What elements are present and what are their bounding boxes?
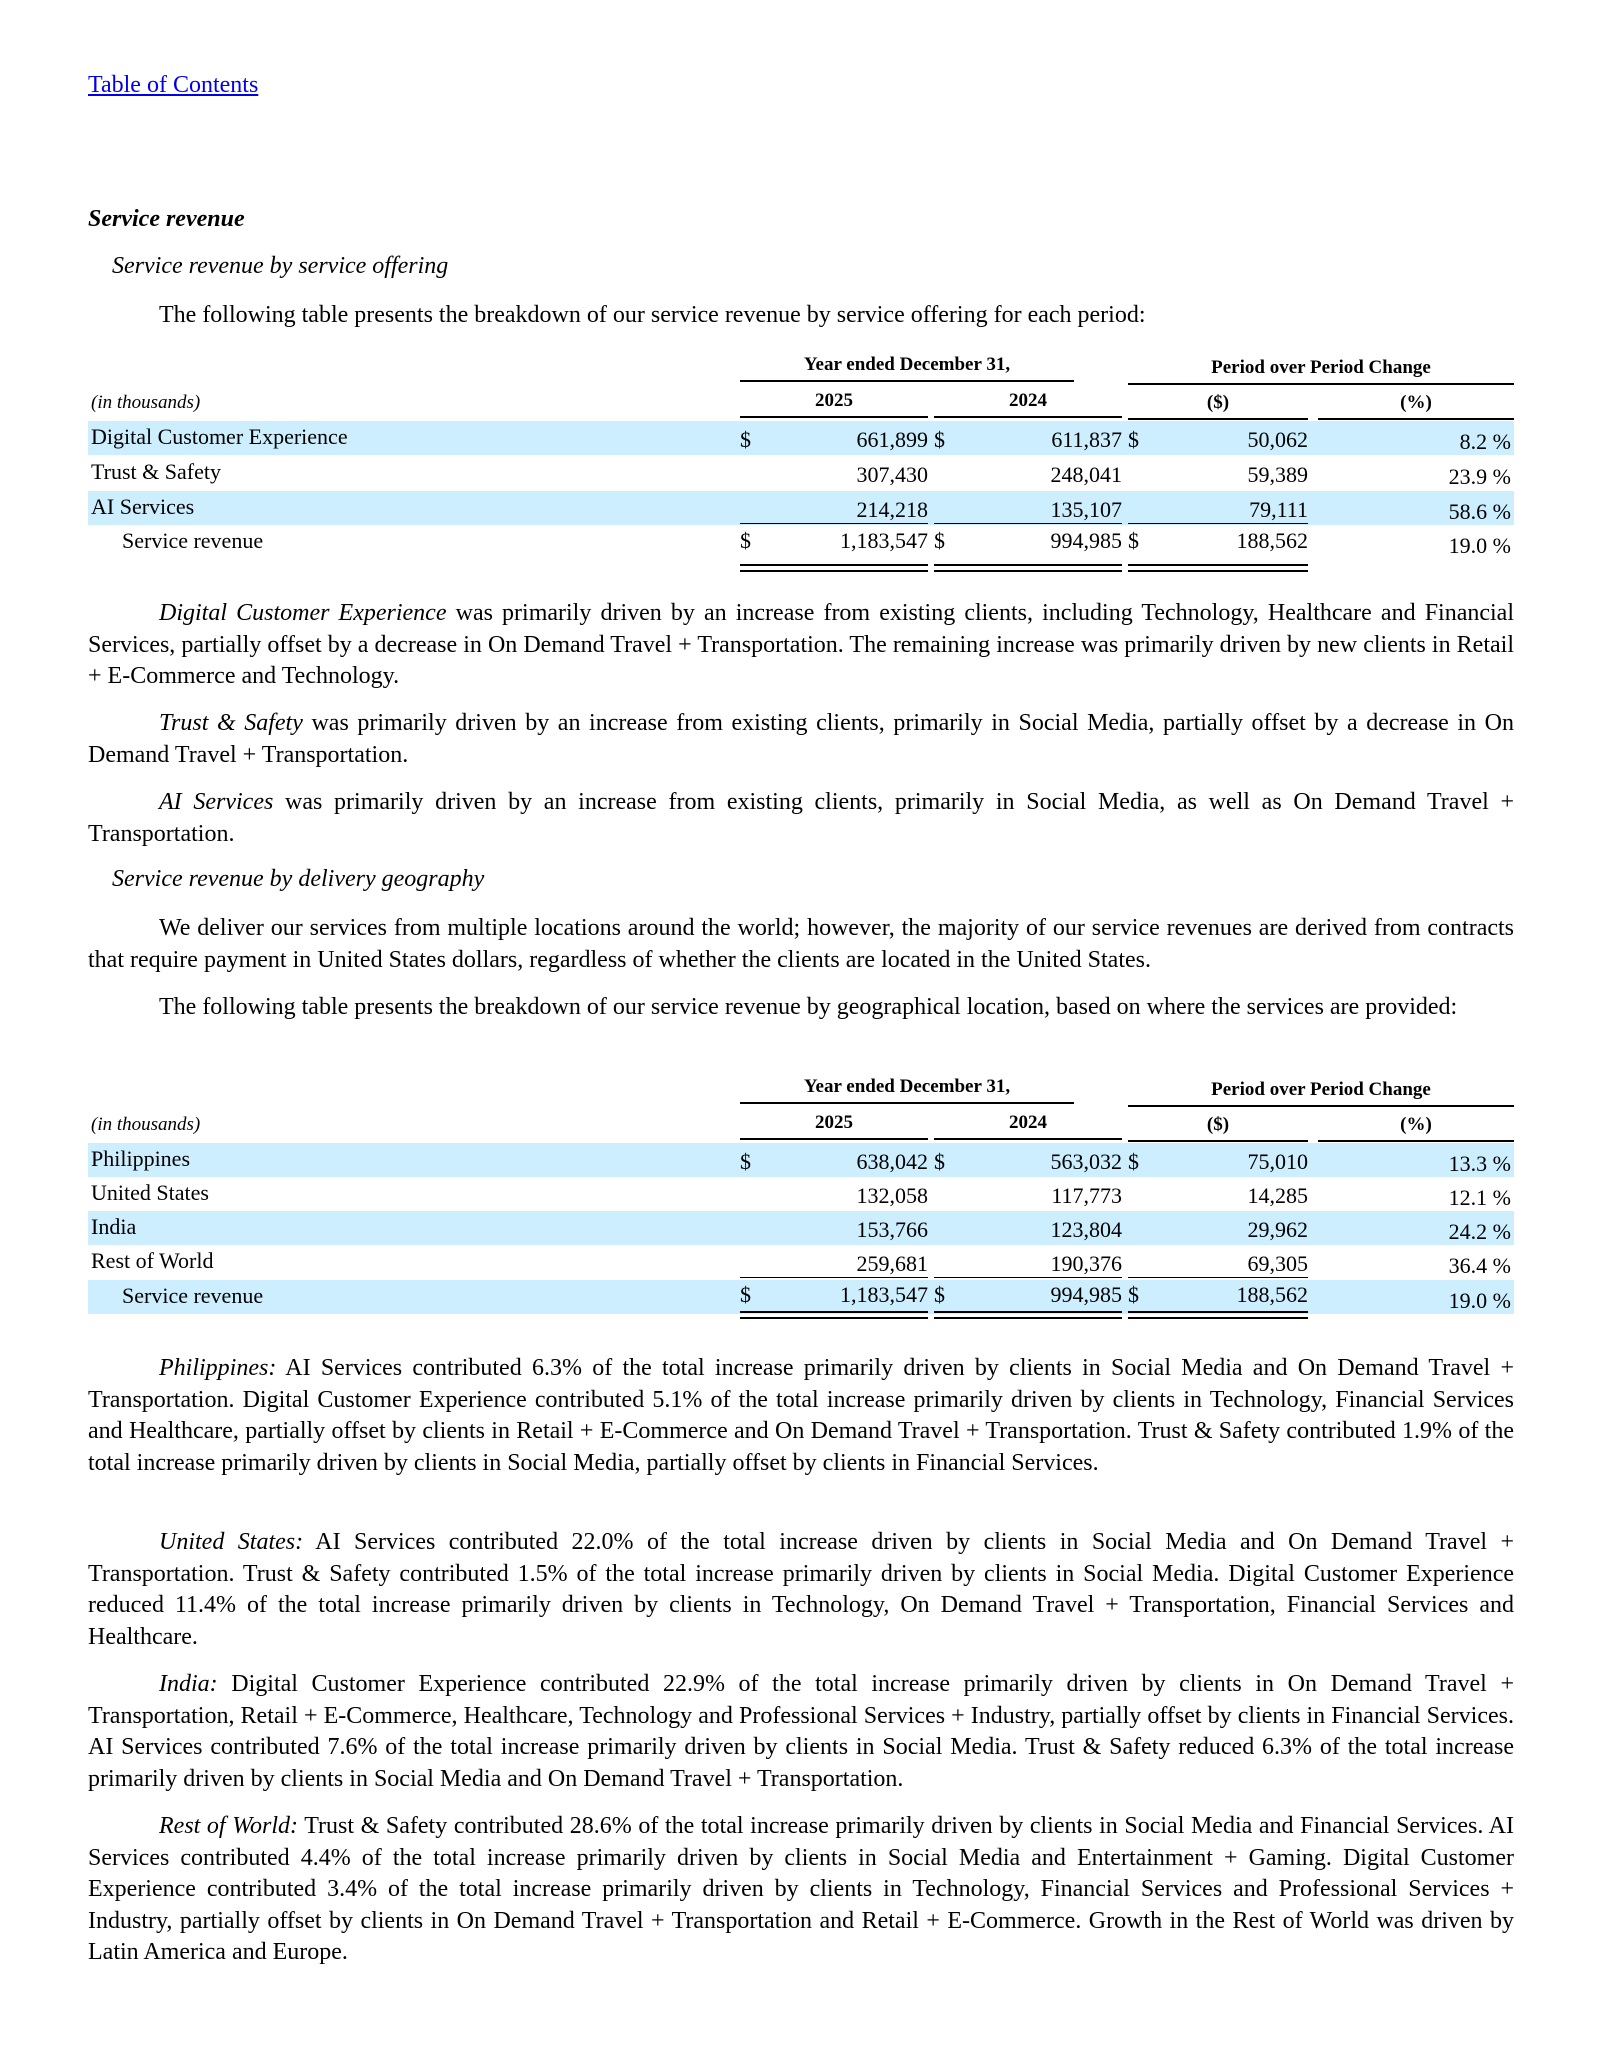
double-underline — [740, 564, 928, 572]
col-2024-header: 2024 — [934, 1112, 1122, 1140]
table-row — [88, 1211, 1514, 1245]
paragraph-lead: Rest of World: — [159, 1813, 299, 1839]
paragraph-lead: India: — [159, 1671, 218, 1697]
row-label: India — [91, 1214, 137, 1239]
value-2025: 153,766 — [856, 1217, 928, 1242]
subsection-title-offering: Service revenue by service offering — [112, 253, 449, 279]
value-2025: 638,042 — [856, 1149, 928, 1174]
table1-intro: The following table presents the breakdown of our service revenue by service offering for each period: — [159, 302, 1146, 328]
total-percent: 19.0 % — [1448, 1288, 1511, 1313]
subsection-title-geography: Service revenue by delivery geography — [112, 866, 485, 892]
value-percent: 8.2 % — [1459, 429, 1511, 454]
value-change: 50,062 — [1247, 427, 1308, 452]
dollar-sign: $ — [740, 1282, 751, 1307]
row-label: AI Services — [91, 494, 195, 519]
col-2024-header: 2024 — [934, 390, 1122, 418]
value-2025: 307,430 — [856, 462, 928, 487]
col-2025-header: 2025 — [740, 390, 928, 418]
table-row — [88, 421, 1514, 455]
value-percent: 58.6 % — [1448, 499, 1511, 524]
double-underline — [934, 1311, 1122, 1319]
dollar-sign: $ — [1128, 1282, 1139, 1307]
total-change: 188,562 — [1236, 1282, 1308, 1307]
year-ended-header: Year ended December 31, — [740, 354, 1074, 382]
paragraph-text: was primarily driven by an increase from existing clients, including Technology, Healthcare and Financial Services, partially offset by a decrease in On Demand Travel + Transportation. The remaining increase was primarily driven by new clients in Retail + E-Commerce and Technology. — [88, 600, 1514, 689]
paragraph-text: Trust & Safety contributed 28.6% of the total increase primarily driven by clients in Social Media and Financial Services. AI Services contributed 4.4% of the total increase primarily driven by clients in Social Media and Entertainment + Gaming. Digital Customer Experience contributed 3.4% of the total increase primarily driven by clients in Technology, Financial Services and Professional Services + Industry, partially offset by clients in On Demand Travel + Transportation and Retail + E-Commerce. Growth in the Rest of World was driven by Latin America and Europe. — [88, 1813, 1514, 1965]
paragraph-lead: AI Services — [159, 789, 274, 815]
row-label: Rest of World — [91, 1248, 214, 1273]
table-row — [88, 1143, 1514, 1177]
row-label: Philippines — [91, 1146, 191, 1171]
value-2024: 123,804 — [1050, 1217, 1122, 1242]
table-total-row — [88, 1280, 1514, 1314]
paragraph-text: AI Services contributed 22.0% of the total increase driven by clients in Social Media and On Demand Travel + Transportation. Trust & Safety contributed 1.5% of the total increase primarily driven by clients in Social Media. Digital Customer Experience reduced 11.4% of the total increase primarily driven by clients in Technology, On Demand Travel + Transportation, Financial Services and Healthcare. — [88, 1529, 1515, 1650]
dollar-sign: $ — [934, 528, 945, 553]
paragraph-lead: Trust & Safety — [159, 710, 303, 736]
section-title: Service revenue — [88, 206, 245, 232]
total-2024: 994,985 — [1050, 528, 1122, 553]
dollar-sign: $ — [1128, 528, 1139, 553]
total-percent: 19.0 % — [1448, 533, 1511, 558]
paragraph-trust-safety — [88, 708, 1514, 771]
total-label: Service revenue — [122, 1283, 264, 1308]
value-change: 79,111 — [1128, 497, 1308, 524]
value-2024: 563,032 — [1050, 1149, 1122, 1174]
value-2025: 214,218 — [740, 497, 928, 524]
table-total-row — [88, 525, 1514, 559]
paragraph-ai-services — [88, 787, 1514, 850]
units-label: (in thousands) — [91, 1114, 201, 1135]
dollar-sign: $ — [1128, 427, 1139, 452]
value-2024: 135,107 — [934, 497, 1122, 524]
value-2025: 132,058 — [856, 1183, 928, 1208]
value-2024: 248,041 — [1050, 462, 1122, 487]
units-label: (in thousands) — [91, 392, 201, 413]
dollar-sign: $ — [740, 1149, 751, 1174]
value-change: 69,305 — [1128, 1251, 1308, 1278]
paragraph-text: AI Services contributed 6.3% of the total increase primarily driven by clients in Social Media and On Demand Travel + Transportation. Digital Customer Experience contributed 5.1% of the total increase primarily driven by clients in Technology, Financial Services and Healthcare, partially offset by clients in Retail + E-Commerce and On Demand Travel + Transportation. Trust & Safety contributed 1.9% of the total increase primarily driven by clients in Social Media, partially offset by clients in Financial Services. — [88, 1355, 1514, 1476]
total-change: 188,562 — [1236, 528, 1308, 553]
value-percent: 12.1 % — [1448, 1185, 1511, 1210]
table-row — [88, 491, 1514, 525]
table2-intro: The following table presents the breakdown of our service revenue by geographical location, based on where the services are provided: — [159, 994, 1458, 1020]
paragraph-rest-of-world — [88, 1811, 1514, 1969]
dollar-sign: $ — [1128, 1149, 1139, 1174]
total-label: Service revenue — [122, 528, 264, 553]
dollar-sign: $ — [934, 1149, 945, 1174]
paragraph-india — [88, 1669, 1514, 1795]
dollar-sign: $ — [740, 528, 751, 553]
double-underline — [1128, 1311, 1308, 1319]
value-2024: 190,376 — [934, 1251, 1122, 1278]
value-change: 29,962 — [1247, 1217, 1308, 1242]
dollar-sign: $ — [934, 1282, 945, 1307]
value-percent: 36.4 % — [1448, 1253, 1511, 1278]
paragraph-dce — [88, 598, 1514, 693]
dollar-sign: $ — [740, 427, 751, 452]
paragraph-lead: United States: — [159, 1529, 304, 1555]
value-2024: 117,773 — [1051, 1183, 1122, 1208]
paragraph-text: was primarily driven by an increase from existing clients, primarily in Social Media, partially offset by a decrease in On Demand Travel + Transportation. — [88, 710, 1514, 768]
value-change: 14,285 — [1247, 1183, 1308, 1208]
period-change-header: Period over Period Change — [1128, 1079, 1514, 1107]
value-percent: 13.3 % — [1448, 1151, 1511, 1176]
col-change-dollar-header: ($) — [1128, 1114, 1308, 1142]
row-label: Trust & Safety — [91, 459, 221, 484]
total-2025: 1,183,547 — [840, 528, 928, 553]
paragraph-text: Digital Customer Experience contributed 22.9% of the total increase primarily driven by clients in On Demand Travel + Transportation, Retail + E-Commerce, Healthcare, Technology and Professional Services + Industry, partially offset by clients in Financial Services. AI Services contributed 7.6% of the total increase primarily driven by clients in Social Media. Trust & Safety reduced 6.3% of the total increase primarily driven by clients in Social Media and On Demand Travel + Transportation. — [88, 1671, 1514, 1792]
table-row — [88, 1177, 1514, 1211]
paragraph-lead: Philippines: — [159, 1355, 277, 1381]
period-change-header: Period over Period Change — [1128, 357, 1514, 385]
year-ended-header: Year ended December 31, — [740, 1076, 1074, 1104]
row-label: United States — [91, 1180, 209, 1205]
dollar-sign: $ — [934, 427, 945, 452]
col-2025-header: 2025 — [740, 1112, 928, 1140]
row-label: Digital Customer Experience — [91, 424, 348, 449]
table-of-contents-link[interactable]: Table of Contents — [88, 72, 259, 98]
paragraph-philippines — [88, 1353, 1514, 1479]
paragraph-lead: Digital Customer Experience — [159, 600, 447, 626]
double-underline — [740, 1311, 928, 1319]
value-change: 59,389 — [1247, 462, 1308, 487]
col-change-percent-header: (%) — [1318, 1114, 1514, 1142]
value-2025: 259,681 — [740, 1251, 928, 1278]
paragraph-delivery: We deliver our services from multiple locations around the world; however, the majority of our service revenues are derived from contracts that require payment in United States dollars, regardless of whether the clients are located in the United States. — [88, 915, 1514, 973]
table-row — [88, 456, 1514, 490]
total-2025: 1,183,547 — [840, 1282, 928, 1307]
double-underline — [934, 564, 1122, 572]
table-row — [88, 1245, 1514, 1279]
value-percent: 23.9 % — [1448, 464, 1511, 489]
paragraph-united-states — [88, 1527, 1514, 1653]
paragraph-text: was primarily driven by an increase from existing clients, primarily in Social Media, as well as On Demand Travel + Transportation. — [88, 789, 1515, 847]
col-change-percent-header: (%) — [1318, 392, 1514, 420]
value-percent: 24.2 % — [1448, 1219, 1511, 1244]
value-2024: 611,837 — [1051, 427, 1122, 452]
value-change: 75,010 — [1247, 1149, 1308, 1174]
col-change-dollar-header: ($) — [1128, 392, 1308, 420]
value-2025: 661,899 — [856, 427, 928, 452]
total-2024: 994,985 — [1050, 1282, 1122, 1307]
double-underline — [1128, 564, 1308, 572]
